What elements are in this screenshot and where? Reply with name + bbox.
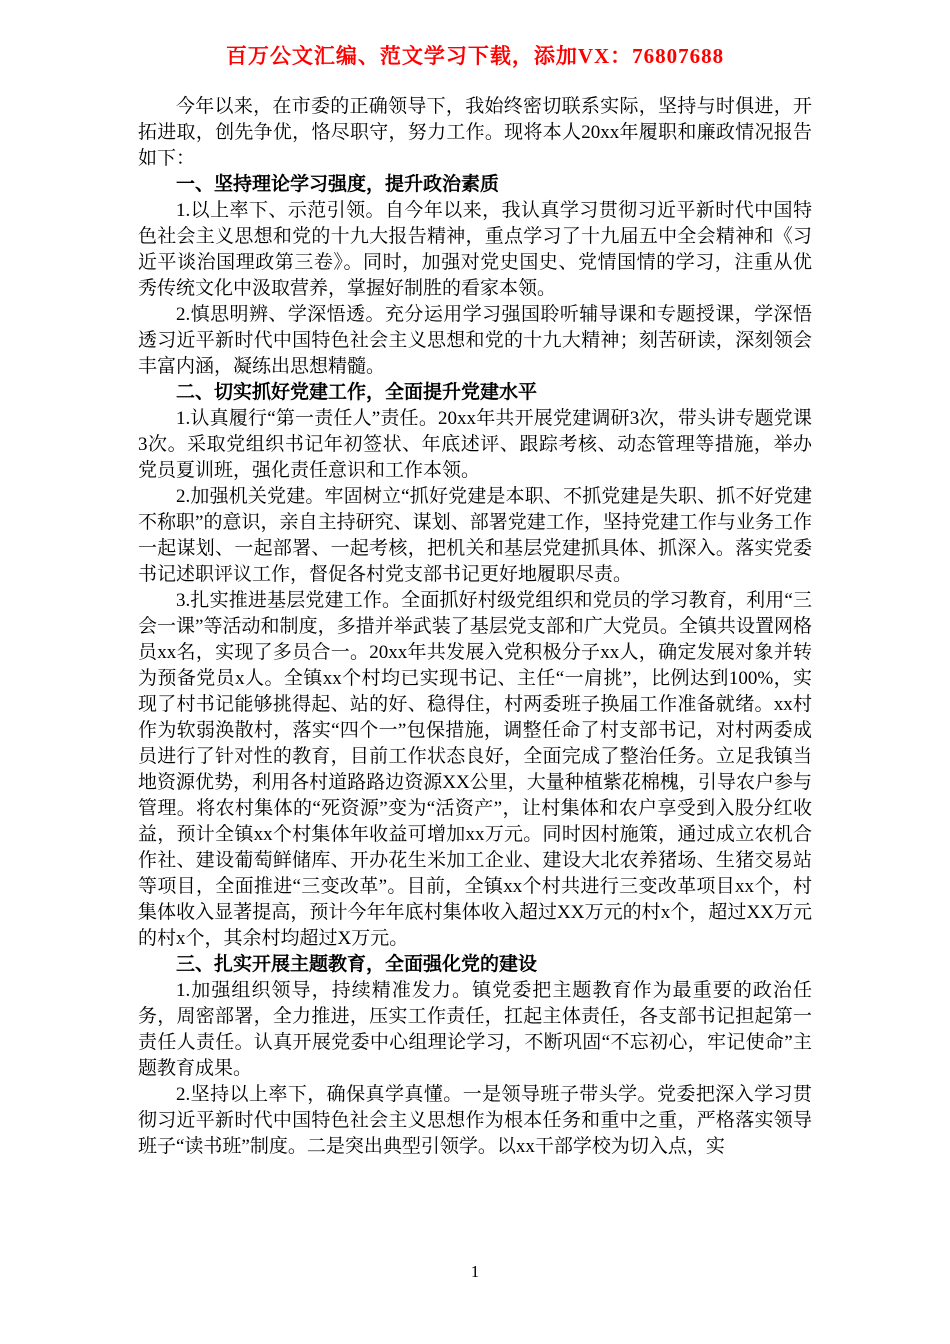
body-paragraph: 2.慎思明辨、学深悟透。充分运用学习强国聆听辅导课和专题授课，学深悟透习近平新时代中国特色社会主义思想和党的十九大精神；刻苦研读，深刻领会丰富内涵，凝练出思想精髓。 (138, 304, 812, 377)
document-body (138, 94, 812, 1160)
body-paragraph: 2.坚持以上率下，确保真学真懂。一是领导班子带头学。党委把深入学习贯彻习近平新时代中国特色社会主义思想作为根本任务和重中之重，严格落实领导班子“读书班”制度。二是突出典型引领学。以xx干部学校为切入点，实 (138, 1084, 812, 1157)
section-heading: 三、扎实开展主题教育，全面强化党的建设 (176, 954, 538, 975)
page-number: 1 (470, 1262, 480, 1281)
body-paragraph: 1.以上率下、示范引领。自今年以来，我认真学习贯彻习近平新时代中国特色社会主义思想和党的十九大报告精神，重点学习了十九届五中全会精神和《习近平谈治国理政第三卷》。同时，加强对党史国史、党情国情的学习，注重从优秀传统文化中汲取营养，掌握好制胜的看家本领。 (138, 200, 812, 299)
section-heading: 二、切实抓好党建工作，全面提升党建水平 (176, 382, 538, 403)
body-paragraph: 1.加强组织领导，持续精准发力。镇党委把主题教育作为最重要的政治任务，周密部署，全力推进，压实工作责任，扛起主体责任，各支部书记担起第一责任人责任。认真开展党委中心组理论学习，不断巩固“不忘初心，牢记使命”主题教育成果。 (138, 980, 812, 1079)
body-paragraph: 今年以来，在市委的正确领导下，我始终密切联系实际，坚持与时俱进，开拓进取，创先争优，恪尽职守，努力工作。现将本人20xx年履职和廉政情况报告如下： (138, 96, 812, 169)
body-paragraph: 1.认真履行“第一责任人”责任。20xx年共开展党建调研3次，带头讲专题党课3次。采取党组织书记年初签状、年底述评、跟踪考核、动态管理等措施，举办党员夏训班，强化责任意识和工作本领。 (138, 408, 812, 481)
section-heading: 一、坚持理论学习强度，提升政治素质 (176, 174, 500, 195)
promo-header-text: 百万公文汇编、范文学习下载，添加VX：76807688 (225, 44, 725, 68)
body-paragraph: 3.扎实推进基层党建工作。全面抓好村级党组织和党员的学习教育，利用“三会一课”等活动和制度，多措并举武装了基层党支部和广大党员。全镇共设置网格员xx名，实现了多员合一。20xx年共发展入党积极分子xx人，确定发展对象并转为预备党员x人。全镇xx个村均已实现书记、主任“一肩挑”，比例达到100%，实现了村书记能够挑得起、站的好、稳得住，村两委班子换届工作准备就绪。xx村作为软弱涣散村，落实“四个一”包保措施，调整任命了村支部书记，对村两委成员进行了针对性的教育，目前工作状态良好，全面完成了整治任务。立足我镇当地资源优势，利用各村道路路边资源XX公里，大量种植紫花棉槐，引导农户参与管理。将农村集体的“死资源”变为“活资产”，让村集体和农户享受到入股分红收益，预计全镇xx个村集体年收益可增加xx万元。同时因村施策，通过成立农机合作社、建设葡萄鲜储库、开办花生米加工企业、建设大北农养猪场、生猪交易站等项目，全面推进“三变改革”。目前，全镇xx个村共进行三变改革项目xx个，村集体收入显著提高，预计今年年底村集体收入超过XX万元的村x个，超过XX万元的村x个，其余村均超过X万元。 (138, 590, 812, 949)
body-paragraph: 2.加强机关党建。牢固树立“抓好党建是本职、不抓党建是失职、抓不好党建不称职”的意识，亲自主持研究、谋划、部署党建工作，坚持党建工作与业务工作一起谋划、一起部署、一起考核，把机关和基层党建抓具体、抓深入。落实党委书记述职评议工作，督促各村党支部书记更好地履职尽责。 (138, 486, 812, 585)
